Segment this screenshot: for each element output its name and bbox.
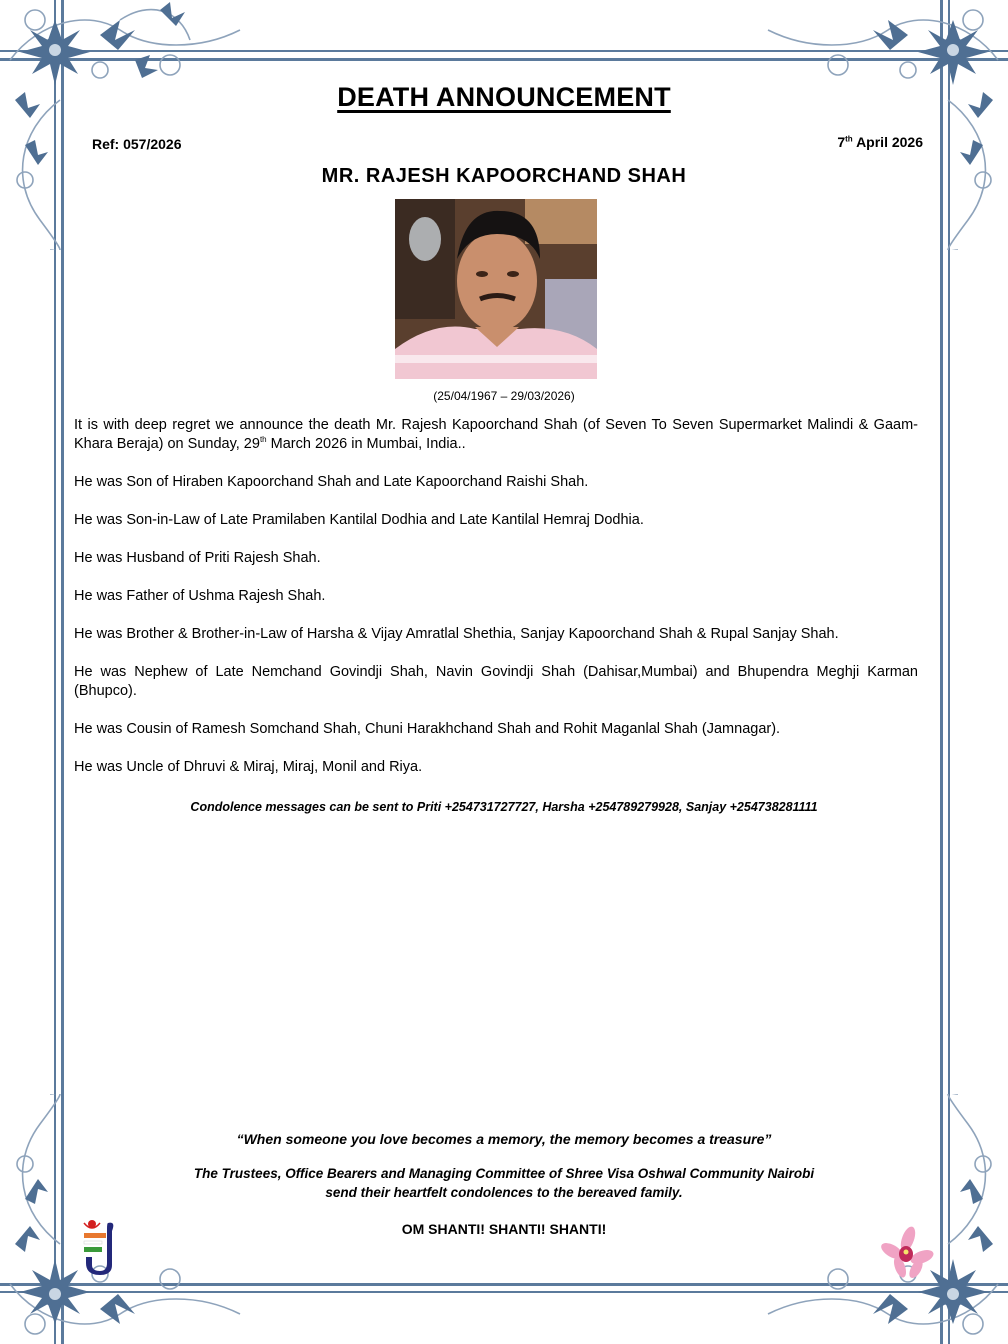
- announcement-body: [74, 416, 918, 796]
- relation-husband: He was Husband of Priti Rajesh Shah.: [74, 550, 321, 566]
- announcement-date: [837, 134, 923, 150]
- condolence-contacts: Condolence messages can be sent to Priti +254731727727, Harsha +254789279928, Sanjay +254738281111: [190, 800, 818, 814]
- relation-cousin: He was Cousin of Ramesh Somchand Shah, Chuni Harakhchand Shah and Rohit Maganlal Shah (Jamnagar).: [74, 721, 781, 737]
- intro-paragraph: [74, 416, 918, 454]
- intro-date-suffix: th: [259, 435, 267, 445]
- date-suffix: th: [845, 134, 853, 144]
- intro-text-part2: March 2026 in Mumbai, India..: [266, 436, 466, 452]
- date-month-year: April 2026: [852, 134, 923, 150]
- page-title: DEATH ANNOUNCEMENT: [337, 82, 671, 112]
- trustees-line-2: send their heartfelt condolences to the bereaved family.: [325, 1185, 683, 1200]
- deceased-name: MR. RAJESH KAPOORCHAND SHAH: [321, 165, 687, 187]
- relation-son: He was Son of Hiraben Kapoorchand Shah and Late Kapoorchand Raishi Shah.: [74, 474, 589, 490]
- date-day: 7: [837, 134, 846, 150]
- relation-son-in-law: He was Son-in-Law of Late Pramilaben Kantilal Dodhia and Late Kantilal Hemraj Dodhia.: [74, 512, 644, 528]
- relation-nephew: He was Nephew of Late Nemchand Govindji Shah, Navin Govindji Shah (Dahisar,Mumbai) and Bhupendra Meghji Karman (Bhupco).: [74, 664, 918, 699]
- lifespan-dates: (25/04/1967 – 29/03/2026): [433, 389, 575, 403]
- relation-brother: He was Brother & Brother-in-Law of Harsha & Vijay Amratlal Shethia, Sanjay Kapoorchand Shah & Rupal Sanjay Shah.: [74, 626, 839, 642]
- relation-father: He was Father of Ushma Rajesh Shah.: [74, 588, 326, 604]
- reference-number: Ref: 057/2026: [92, 136, 182, 152]
- memorial-quote: “When someone you love becomes a memory, the memory becomes a treasure”: [236, 1131, 772, 1147]
- orchid-flower-icon: [878, 1225, 934, 1281]
- closing-prayer: OM SHANTI! SHANTI! SHANTI!: [401, 1221, 607, 1237]
- trustees-line-1: The Trustees, Office Bearers and Managing Committee of Shree Visa Oshwal Community Nairobi: [193, 1166, 815, 1181]
- portrait-photo: [395, 199, 597, 379]
- community-logo-icon: [80, 1217, 120, 1277]
- relation-uncle: He was Uncle of Dhruvi & Miraj, Miraj, Monil and Riya.: [74, 759, 423, 775]
- trustees-condolence: [0, 1164, 1008, 1202]
- portrait-image-icon: [395, 199, 597, 379]
- intro-text-part1: It is with deep regret we announce the death Mr. Rajesh Kapoorchand Shah (of Seven To Seven Supermarket Malindi & Gaam- Khara Beraja) on Sunday, 29: [74, 417, 918, 452]
